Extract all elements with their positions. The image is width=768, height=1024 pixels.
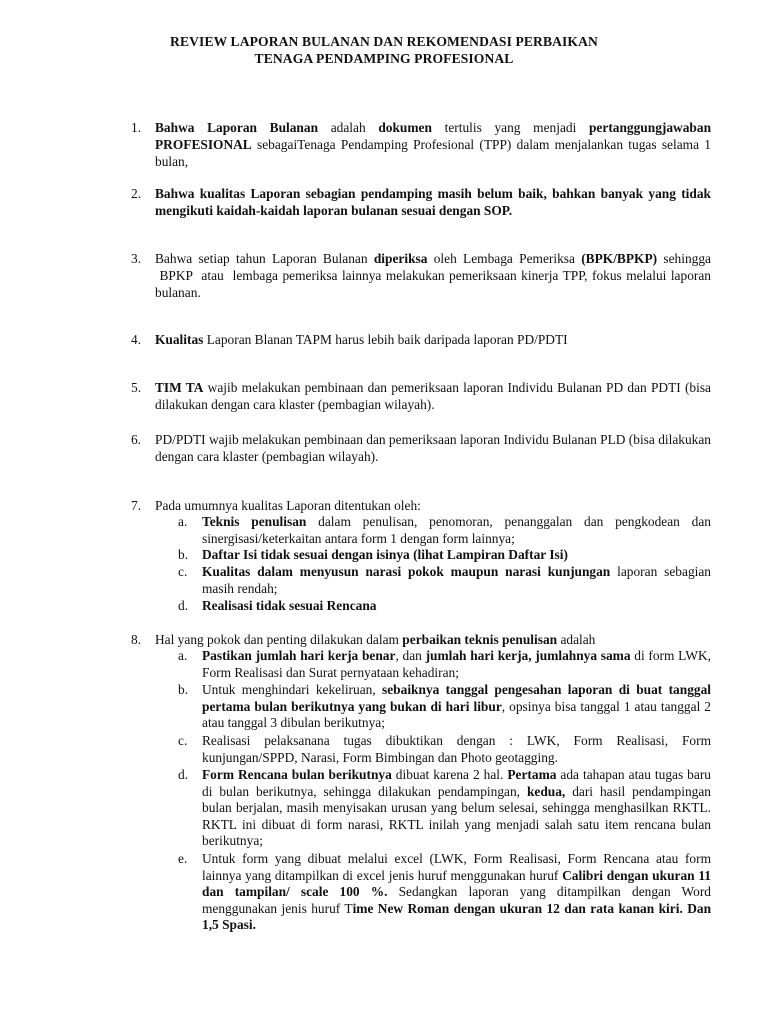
list-item-text: Hal yang pokok dan penting dilakukan dalam perbaikan teknis penulisan adalah: [155, 632, 596, 647]
sub-item-8e: [178, 851, 711, 934]
list-item-text: Bahwa setiap tahun Laporan Bulanan diperiksa oleh Lembaga Pemeriksa (BPK/BPKP) sehingga BPKP atau lembaga pemeriksa lainnya melakukan pemeriksaan kinerja TPP, fokus melalui laporan bulanan.: [155, 251, 711, 300]
list-item-number: 5.: [131, 380, 142, 395]
sub-item-letter: d.: [178, 767, 189, 782]
list-item-text: Bahwa kualitas Laporan sebagian pendamping masih belum baik, bahkan banyak yang tidak mengikuti kaidah-kaidah laporan bulanan sesuai dengan SOP.: [155, 186, 711, 218]
list-item-7: [131, 497, 711, 514]
sub-item-text: Kualitas dalam menyusun narasi pokok maupun narasi kunjungan laporan sebagian masih rendah;: [202, 564, 711, 596]
sub-item-letter: a.: [178, 648, 188, 663]
list-item-text: Kualitas Laporan Blanan TAPM harus lebih baik daripada laporan PD/PDTI: [155, 332, 568, 347]
sub-item-7a: [178, 514, 711, 547]
list-item-number: 8.: [131, 632, 142, 647]
sub-item-text: Untuk menghindari kekeliruan, sebaiknya tanggal pengesahan laporan di buat tanggal pertama bulan berikutnya yang bukan di hari libur, opsinya bisa tanggal 1 atau tanggal 2 atau tanggal 3 dibulan berikutnya;: [202, 682, 712, 731]
sub-item-7c: [178, 564, 711, 597]
list-item-number: 1.: [131, 120, 142, 135]
sub-item-letter: c.: [178, 564, 188, 579]
list-item-5: [131, 379, 711, 413]
list-item-text: PD/PDTI wajib melakukan pembinaan dan pemeriksaan laporan Individu Bulanan PLD (bisa dilakukan dengan cara klaster (pembagian wilayah).: [155, 432, 711, 464]
list-item-2: [131, 185, 711, 219]
sub-item-text: Daftar Isi tidak sesuai dengan isinya (lihat Lampiran Daftar Isi): [202, 547, 568, 562]
list-item-number: 2.: [131, 186, 142, 201]
document-title-line-2: TENAGA PENDAMPING PROFESIONAL: [254, 51, 514, 66]
list-item-3: [131, 250, 711, 301]
document-title-line-1: REVIEW LAPORAN BULANAN DAN REKOMENDASI PERBAIKAN: [170, 34, 598, 49]
sub-item-text: Teknis penulisan dalam penulisan, penomoran, penanggalan dan pengkodean dan sinergisasi/keterkaitan antara form 1 dengan form lainnya;: [202, 514, 711, 546]
sub-item-text: Untuk form yang dibuat melalui excel (LWK, Form Realisasi, Form Rencana atau form lainnya yang ditampilkan di excel jenis huruf menggunakan huruf Calibri dengan ukuran 11 dan tampilan/ scale 100 %. Sedangkan laporan yang ditampilkan dengan Word menggunakan jenis huruf Time New Roman dengan ukuran 12 dan rata kanan kiri. Dan 1,5 Spasi.: [202, 851, 712, 933]
list-item-text: TIM TA wajib melakukan pembinaan dan pemeriksaan laporan Individu Bulanan PD dan PDTI (bisa dilakukan dengan cara klaster (pembagian wilayah).: [155, 380, 712, 412]
sub-item-letter: c.: [178, 733, 188, 748]
list-item-1: [131, 119, 711, 170]
sub-item-text: Form Rencana bulan berikutnya dibuat karena 2 hal. Pertama ada tahapan atau tugas baru di bulan berikutnya, sehingga dilakukan pendampingan, kedua, dari hasil pendampingan bulan berjalan, masih menyisakan urusan yang belum selesai, sehingga menghasilkan RKTL. RKTL ini dibuat di form narasi, RKTL inilah yang menjadi salah satu item rencana bulan berikutnya;: [202, 767, 711, 849]
sub-item-letter: a.: [178, 514, 188, 529]
sub-item-text: Realisasi pelaksanana tugas dibuktikan dengan : LWK, Form Realisasi, Form kunjungan/SPPD, Narasi, Form Bimbingan dan Photo geotagging.: [202, 733, 711, 765]
sub-item-letter: e.: [178, 851, 188, 866]
sub-item-letter: b.: [178, 547, 189, 562]
sub-item-7d: [178, 598, 711, 615]
sub-item-letter: d.: [178, 598, 189, 613]
sub-item-8a: [178, 648, 711, 681]
sub-item-letter: b.: [178, 682, 189, 697]
list-item-6: [131, 431, 711, 465]
sub-item-8d: [178, 767, 711, 850]
list-item-number: 3.: [131, 251, 142, 266]
sub-item-7b: [178, 547, 711, 564]
sub-item-text: Realisasi tidak sesuai Rencana: [202, 598, 377, 613]
list-item-4: [131, 331, 711, 348]
sub-item-8c: [178, 733, 711, 766]
list-item-number: 6.: [131, 432, 142, 447]
list-item-text: Pada umumnya kualitas Laporan ditentukan oleh:: [155, 498, 421, 513]
list-item-8: [131, 631, 711, 648]
list-item-text: Bahwa Laporan Bulanan adalah dokumen tertulis yang menjadi pertanggungjawaban PROFESIONAL sebagaiTenaga Pendamping Profesional (TPP) dalam menjalankan tugas selama 1 bulan,: [155, 120, 712, 169]
sub-item-8b: [178, 682, 711, 732]
list-item-number: 4.: [131, 332, 142, 347]
sub-item-text: Pastikan jumlah hari kerja benar, dan jumlah hari kerja, jumlahnya sama di form LWK, Form Realisasi dan Surat pernyataan kehadiran;: [202, 648, 711, 680]
list-item-number: 7.: [131, 498, 142, 513]
